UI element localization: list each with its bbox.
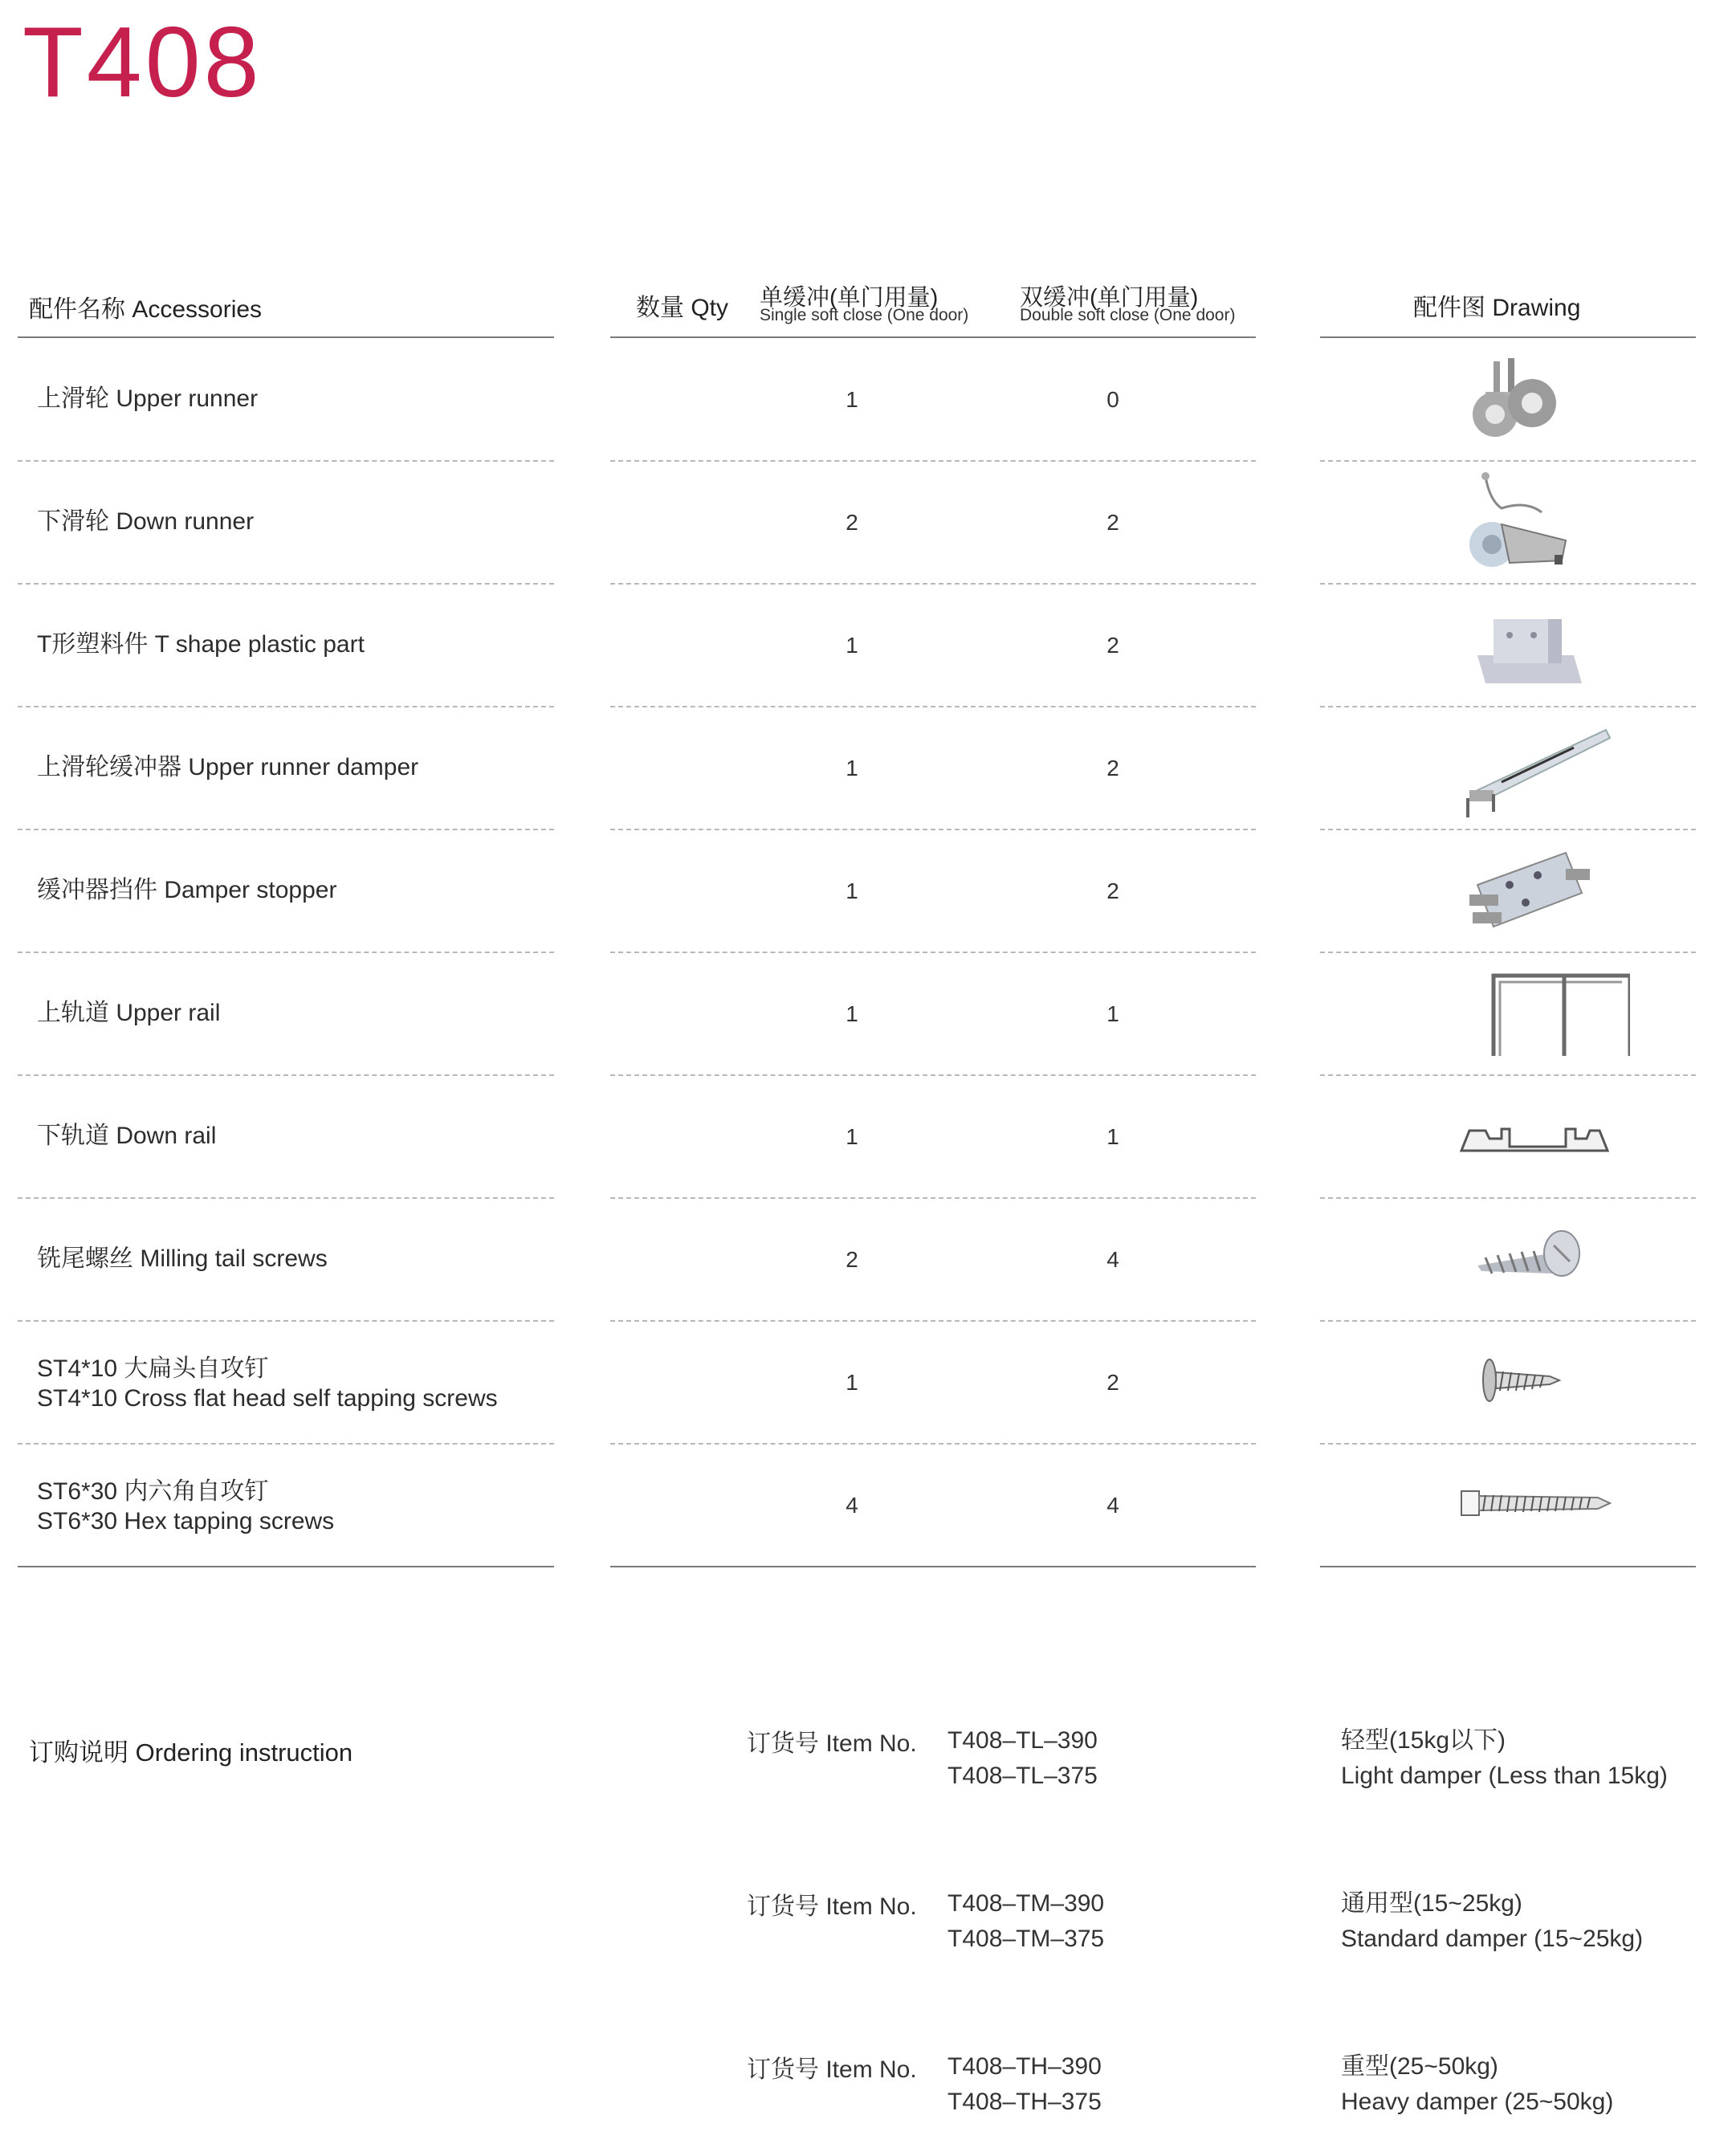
qty-single: 1 [846, 878, 858, 903]
row-separator [610, 706, 1256, 707]
row-separator [18, 460, 554, 462]
down-rail-icon [1389, 1082, 1630, 1187]
accessory-name-line2: ST4*10 Cross flat head self tapping screws [37, 1385, 498, 1412]
accessory-name-line1: 上滑轮 Upper runner [37, 385, 259, 412]
row-separator [610, 952, 1256, 953]
row-separator [1320, 583, 1696, 585]
qty-double: 2 [1106, 633, 1119, 658]
accessory-name-line1: 下滑轮 Down runner [37, 508, 255, 535]
row-separator [610, 583, 1256, 585]
damper-type-cn: 通用型(15~25kg) [1341, 1890, 1522, 1917]
qty-double: 2 [1106, 510, 1119, 535]
item-no-label: 订货号 Item No. [747, 2056, 917, 2083]
accessory-name [37, 1477, 334, 1536]
qty-double: 2 [1106, 756, 1119, 780]
accessory-name [37, 1354, 498, 1413]
row-separator [1320, 706, 1696, 707]
row-separator [18, 1197, 554, 1199]
row-separator [18, 583, 554, 585]
qty-single: 1 [846, 756, 858, 780]
accessory-name [37, 1121, 216, 1151]
header-qty: 数量 Qty [636, 295, 729, 321]
header-double-en: Double soft close (One door) [1020, 306, 1236, 324]
item-code: T408–TM–390 [947, 1890, 1105, 1917]
t-shape-plastic-part-icon [1389, 591, 1630, 695]
header-single-en: Single soft close (One door) [760, 306, 969, 324]
hex-tapping-screw-icon [1389, 1451, 1630, 1555]
qty-single: 4 [846, 1493, 858, 1518]
row-separator [18, 1320, 554, 1322]
table-bottom-rule [610, 1566, 1256, 1567]
accessory-name-line1: ST4*10 大扁头自攻钉 [37, 1355, 269, 1382]
down-runner-icon [1389, 468, 1630, 573]
header-double-cn: 双缓冲(单门用量) [1020, 285, 1199, 311]
qty-single: 1 [846, 387, 858, 412]
accessory-name-line1: 缓冲器挡件 Damper stopper [37, 877, 337, 903]
item-code: T408–TM–375 [947, 1926, 1105, 1952]
item-code: T408–TH–390 [947, 2053, 1102, 2080]
accessory-name-line1: 铣尾螺丝 Milling tail screws [37, 1245, 328, 1272]
accessory-name-line1: T形塑料件 T shape plastic part [37, 631, 365, 658]
header-rule-left [18, 336, 554, 338]
row-separator [1320, 1074, 1696, 1076]
row-separator [1320, 829, 1696, 830]
header-accessories: 配件名称 Accessories [29, 296, 263, 323]
accessory-name [37, 1244, 328, 1274]
qty-double: 1 [1106, 1124, 1119, 1149]
row-separator [610, 1320, 1256, 1322]
qty-single: 1 [846, 633, 858, 658]
accessory-name-line1: 上滑轮缓冲器 Upper runner damper [37, 754, 419, 780]
row-separator [18, 1074, 554, 1076]
qty-single: 1 [846, 1370, 858, 1395]
qty-double: 4 [1106, 1247, 1119, 1272]
qty-single: 1 [846, 1124, 858, 1149]
accessory-name [37, 384, 258, 414]
table-bottom-rule [1320, 1566, 1696, 1567]
header-drawing: 配件图 Drawing [1413, 295, 1581, 321]
item-code: T408–TL–390 [947, 1727, 1098, 1754]
row-separator [18, 1443, 554, 1445]
qty-double: 2 [1106, 878, 1119, 903]
upper-runner-damper-icon [1389, 714, 1630, 818]
row-separator [1320, 952, 1696, 953]
ordering-heading: 订购说明 Ordering instruction [29, 1738, 353, 1767]
damper-type-en: Heavy damper (25~50kg) [1341, 2089, 1614, 2115]
header-single-cn: 单缓冲(单门用量) [760, 285, 939, 311]
row-separator [610, 460, 1256, 462]
row-separator [1320, 1320, 1696, 1322]
accessory-name [37, 998, 220, 1028]
qty-double: 2 [1106, 1370, 1119, 1395]
row-separator [18, 706, 554, 707]
damper-type-cn: 重型(25~50kg) [1341, 2053, 1498, 2080]
item-code: T408–TH–375 [947, 2089, 1102, 2115]
accessory-name [37, 752, 418, 782]
flat-head-screw-icon [1389, 1328, 1630, 1433]
row-separator [610, 1443, 1256, 1445]
qty-single: 2 [846, 1247, 858, 1272]
row-separator [18, 829, 554, 830]
qty-double: 0 [1106, 387, 1119, 412]
row-separator [610, 829, 1256, 830]
damper-type-cn: 轻型(15kg以下) [1341, 1727, 1506, 1754]
header-rule-right [1320, 336, 1696, 338]
row-separator [18, 952, 554, 953]
header-rule-middle [610, 336, 1256, 338]
accessory-name-line2: ST6*30 Hex tapping screws [37, 1508, 335, 1534]
accessory-name [37, 875, 336, 905]
row-separator [610, 1197, 1256, 1199]
table-bottom-rule [18, 1566, 554, 1567]
item-code: T408–TL–375 [947, 1763, 1098, 1789]
accessory-name [37, 630, 365, 659]
row-separator [1320, 1197, 1696, 1199]
row-separator [610, 1074, 1256, 1076]
qty-double: 1 [1106, 1001, 1119, 1026]
accessory-name-line1: 上轨道 Upper rail [37, 1000, 221, 1026]
qty-single: 2 [846, 510, 858, 535]
damper-type-en: Light damper (Less than 15kg) [1341, 1763, 1668, 1789]
upper-rail-icon [1389, 960, 1630, 1064]
accessory-name-line1: ST6*30 内六角自攻钉 [37, 1478, 269, 1505]
row-separator [1320, 1443, 1696, 1445]
damper-stopper-icon [1389, 837, 1630, 941]
item-no-label: 订货号 Item No. [747, 1730, 917, 1757]
qty-double: 4 [1106, 1493, 1119, 1518]
upper-runner-icon [1389, 345, 1630, 450]
row-separator [1320, 460, 1696, 462]
item-no-label: 订货号 Item No. [747, 1893, 917, 1920]
damper-type-en: Standard damper (15~25kg) [1341, 1926, 1644, 1952]
page-title: T408 [22, 7, 263, 118]
accessory-name-line1: 下轨道 Down rail [37, 1123, 217, 1149]
milling-tail-screw-icon [1389, 1205, 1630, 1310]
accessory-name [37, 507, 254, 536]
qty-single: 1 [846, 1001, 858, 1026]
